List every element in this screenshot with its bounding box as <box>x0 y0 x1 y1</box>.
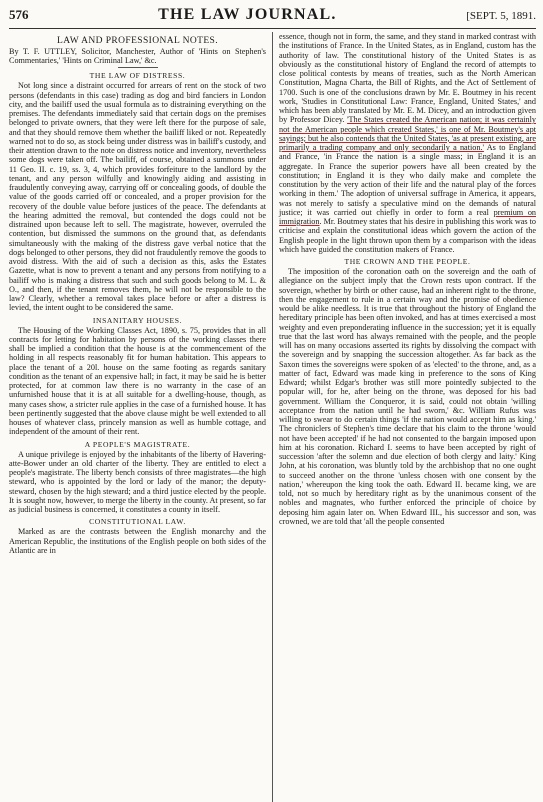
paragraph-distress: Not long since a distraint occurred for arrears of rent on the stock of two persons (defendants in this case) trading as dog and bird fanciers in London city, and the bailiff used the usual formula as to distraining everything on the premises. The defendants immediately said that certain dogs on the premises belonged to private owners, that they were left there for the purpose of sale, and that they should remove them whether the bailiff liked or not. Repeatedly warned not to do so, as stock being under distress was in bailiff's custody, and their attention drawn to the note on distress notice and inventory, nevertheless some dogs were taken off. The bailiff, of course, obtained a summons under 11 Geo. II. c. 19, ss. 3, 4, which provides forfeiture to the landlord by the tenant, and any person wilfully and knowingly aiding and assisting in fraudulently conveying away, carrying off or concealing goods, of double the value of the goods carried off or concealed, and a proper provision for the recovery of the double value before justices of the peace. The defendants at the hearing admitted the removal, but contended the dogs could not be distrained upon because left to sell. The magistrate, however, overruled the contention, but dismissed the summons on the ground that, as defendants simultaneously with the making of the distress gave verbal notice that the dogs belonged to other persons, they did not fraudulently remove the goods to avoid distress. With the aid of such a decision as this, asks the Estates Gazette, what is now to prevent a tenant and any persons from notifying to a bailiff who is making a distress that such and such goods belong to M. L. & O., and then, if the tenant removes them, he will not be responsible to the law? Clearly, whether a removal takes place before or after a distress is levied, the intent ought to be considered the same. <box>9 81 266 313</box>
highlighted-quote-nation: 'The States created the American nation; it was certainly not the American people which created States,' is one of Mr. Boutmey's apt sayings; but he also contends that the United States, 'as at present existing, are primarily a trading company and only secondarily a nation.' <box>279 115 536 152</box>
divider <box>118 67 158 68</box>
constitutional-text-c: . Mr. Boutmey states that his desire in publishing this work was to criticise and explain the constitutional ideas which govern the action of the English people in the light thrown upon them by a comparison with the ideas which have guided the constitution makers of France. <box>279 217 536 254</box>
header-rule <box>9 28 536 29</box>
page-number: 576 <box>9 7 29 22</box>
paragraph-magistrate: A unique privilege is enjoyed by the inhabitants of the liberty of Havering-atte-Bower under an old charter of the liberty. They are entitled to elect a people's magistrate. The liberty bench consists of three magistrates—the high steward, who is appointed by the lord or lady of the manor; the deputy-steward, chosen by the high steward; and a third justice elected by the people. It is sought now, however, to merge the liberty in the county. At present, so far as judicial business is concerned, it constitutes a county in itself. <box>9 449 266 515</box>
page-header <box>9 6 536 26</box>
article-byline: By T. F. UTTLEY, Solicitor, Manchester, Author of 'Hints on Stephen's Commentaries,' 'Hints on Criminal Law,' &c. <box>9 47 266 66</box>
issue-date: [SEPT. 5, 1891. <box>466 10 536 22</box>
paragraph-insanitary: The Housing of the Working Classes Act, 1890, s. 75, provides that in all contracts for letting for habitation by persons of the working classes there shall be implied a condition that the house is at the commencement of the holding in all respects reasonably fit for human habitation. This appears to place the tenant of a 20l. house on the same footing as regards sanitary condition as the tenant of an expensive hall; in fact, it may be said he is better protected, for at common law there is no warranty in the case of an unfurnished house that it is at all suitable for a dwelling-house, though, as many cases show, a stricter rule applies in the case of a furnished house. It has been pertinently suggested that the above clause might be well extended to all houses of whatever class, princely mansion as well as humble cottage, and independent of the amount of their rent. <box>9 325 266 437</box>
section-heading-crown: THE CROWN AND THE PEOPLE. <box>344 257 471 266</box>
paragraph-constitutional-continued <box>279 32 536 254</box>
journal-title: THE LAW JOURNAL. <box>158 6 337 23</box>
section-heading-magistrate: A PEOPLE'S MAGISTRATE. <box>84 439 191 449</box>
right-column <box>272 32 536 802</box>
section-heading-constitutional: CONSTITUTIONAL LAW. <box>89 517 186 527</box>
section-heading-distress: THE LAW OF DISTRESS. <box>89 71 186 81</box>
left-column <box>9 32 272 802</box>
highlighted-phrase-immigration: premium on immigration <box>279 207 536 226</box>
section-heading-insanitary: INSANITARY HOUSES. <box>92 315 183 325</box>
two-column-body <box>9 32 536 802</box>
paragraph-crown: The imposition of the coronation oath on the sovereign and the oath of allegiance on the subject imply that the Crown rests upon contract. If the sovereign, whether by birth or other cause, had an inherent right to the throne, then the engagement to rule in a certain way and the promise of obedience would be alike needless. It is true that throughout the history of England the hereditary principle has been often invoked, and has at times exercised a most weighty and even preponderating influence in the succession; yet it is equally true that the last word has always remained with the people, and the people will has on many occasions asserted its rights by dissolving the compact with the sovereign and by snapping the succession altogether. As far back as the Saxon times the sovereigns were spoken of as 'elected' to the throne, and, as a matter of fact, Edward was made king in preference to the sons of King Edward; whilst Edgar's brother was still more pointedly subjected to the popular will, for he, after being on the throne, was deposed for his bad government. William the Conqueror, it is said, could not obtain 'willing acceptance from the nation until he had sworn,' &c. William Rufus was willing to swear to do certain things 'if the nation would accept him as king.' The chroniclers of Stephen's time declare that his claim to the throne 'would not have been accepted' if he had not consented to the bargain imposed upon him at his coronation. Richard I. seems to have been accepted by right of succession 'after the solemn and due election of both clergy and laity.' King John, at his coronation, was bluntly told by the archbishop that no one ought to succeed another on the throne 'unless chosen with one consent by the nation,' whereupon the king took the oath. Edward II. became king, we are told, not so much by hereditary right as by the unanimous consent of the nobles and magnates, who further enforced the principle of choice by deposing him again later on. When Edward III., his successor and son, was crowned, we are told that 'all the people consented <box>279 267 536 526</box>
constitutional-text-b: As to England and France, 'in France the nation is a single mass; in England it is an aggregate. In France the superior powers have all been created by the constitution; in England it is they who daily make and complete the constitution by the very action of their life and the natural play of the forces working in them.' The adoption of universal suffrage in America, it appears, was not merely to satisfy a speculative mind on the demands of natural justice; it was carried out chiefly in order to form a real <box>279 143 536 217</box>
paragraph-constitutional-start: Marked as are the contrasts between the English monarchy and the American Republic, the institutions of the English people on both sides of the Atlantic are in <box>9 527 266 555</box>
constitutional-text-a: essence, though not in form, the same, and they stand in marked contrast with the institutions of France. In the United States, as in England, custom has the authority of law. The constitutional history of the United States is as obviously as the constitutional history of England the record of attempts to close political contests by means of treaties, such as the North American Constitution, Magna Charta, the Bill of Rights, and the Act of Settlement of 1700. Such is one of the conclusions drawn by Mr. E. Boutmey in his recent work, 'Studies in Constitutional Law: France, England, United States,' and which has been ably translated by Mr. E. M. Dicey, and an introduction given by Professor Dicey. <box>279 32 536 125</box>
article-title: LAW AND PROFESSIONAL NOTES. <box>57 36 218 46</box>
